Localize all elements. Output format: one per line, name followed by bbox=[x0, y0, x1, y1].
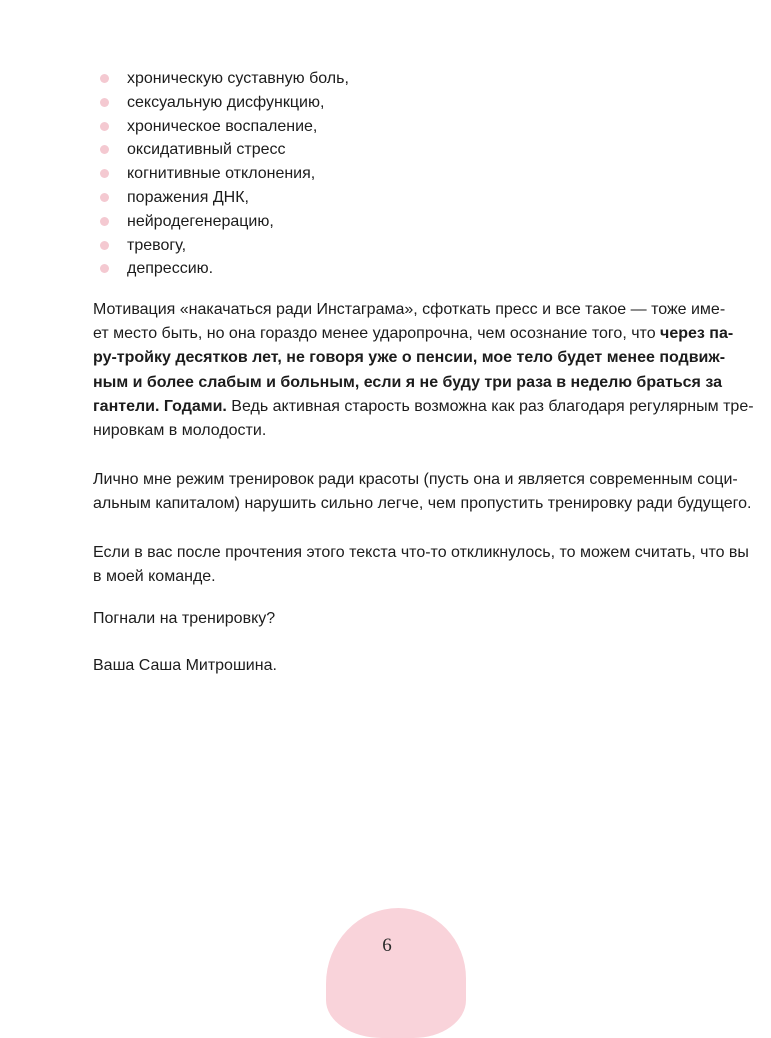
motivation-paragraph bbox=[93, 298, 754, 443]
list-item-text: хроническое воспаление, bbox=[127, 117, 318, 135]
bullet-dot bbox=[100, 145, 109, 154]
bold-text-run: ру-тройку десятков лет, не говоря уже о пенсии, мое тело будет менее подвиж- bbox=[93, 349, 726, 367]
bullet-dot bbox=[100, 264, 109, 273]
paragraph-line: альным капиталом) нарушить сильно легче, чем пропустить тренировку ради будущего. bbox=[93, 495, 752, 513]
text-run: Ведь активная старость возможна как раз благодаря регулярным тре- bbox=[226, 397, 754, 415]
list-item bbox=[95, 67, 349, 91]
list-item-text: поражения ДНК, bbox=[127, 188, 249, 206]
bullet-dot bbox=[100, 122, 109, 131]
list-item bbox=[95, 257, 349, 281]
list-item bbox=[95, 162, 349, 186]
text-run: нировкам в молодости. bbox=[93, 422, 267, 440]
paragraph-line bbox=[93, 346, 726, 370]
paragraph-line bbox=[93, 419, 690, 443]
list-item-text: когнитивные отклонения, bbox=[127, 165, 316, 183]
bullet-dot bbox=[100, 193, 109, 202]
bold-text-run: через па- bbox=[660, 325, 734, 343]
paragraph-line bbox=[93, 322, 734, 346]
bold-text-run: гантели. Годами. bbox=[93, 397, 227, 415]
paragraph-line: в моей команде. bbox=[93, 568, 216, 586]
bold-text-run: ным и более слабым и больным, если я не буду три раза в неделю браться за bbox=[93, 373, 722, 391]
list-item-text: депрессию. bbox=[127, 260, 214, 278]
paragraph-line bbox=[93, 395, 754, 419]
page-number-blob bbox=[326, 908, 466, 1038]
list-item-text: оксидативный стресс bbox=[127, 141, 286, 159]
paragraph-line bbox=[93, 298, 726, 322]
paragraph-line: Лично мне режим тренировок ради красоты (пусть она и является современным соци- bbox=[93, 471, 738, 488]
bullet-dot bbox=[100, 98, 109, 107]
list-item-text: сексуальную дисфункцию, bbox=[127, 93, 325, 111]
author-signature: Ваша Саша Митрошина. bbox=[93, 657, 277, 674]
call-to-action-line: Погнали на тренировку? bbox=[93, 610, 276, 627]
list-item-text: тревогу, bbox=[127, 236, 187, 254]
page-number: 6 bbox=[382, 935, 392, 956]
bullet-dot bbox=[100, 217, 109, 226]
team-paragraph bbox=[93, 541, 749, 589]
text-run: Мотивация «накачаться ради Инстаграма», сфоткать пресс и все такое — тоже име- bbox=[93, 301, 726, 318]
list-item bbox=[95, 210, 349, 234]
paragraph-line: Если в вас после прочтения этого текста что-то откликнулось, то можем считать, что вы bbox=[93, 544, 749, 561]
text-run: ет место быть, но она гораздо менее ударопрочна, чем осознание того, что bbox=[93, 325, 661, 343]
list-item bbox=[95, 115, 349, 139]
bullet-dot bbox=[100, 241, 109, 250]
bullet-dot bbox=[100, 74, 109, 83]
list-item bbox=[95, 138, 349, 162]
list-item bbox=[95, 186, 349, 210]
list-item-text: нейродегенерацию, bbox=[127, 212, 274, 230]
list-item-text: хроническую суставную боль, bbox=[127, 70, 349, 87]
beauty-paragraph bbox=[93, 468, 752, 516]
bullet-dot bbox=[100, 169, 109, 178]
list-item bbox=[95, 91, 349, 115]
paragraph-line bbox=[93, 371, 722, 395]
list-item bbox=[95, 234, 349, 258]
consequences-list bbox=[95, 67, 349, 281]
